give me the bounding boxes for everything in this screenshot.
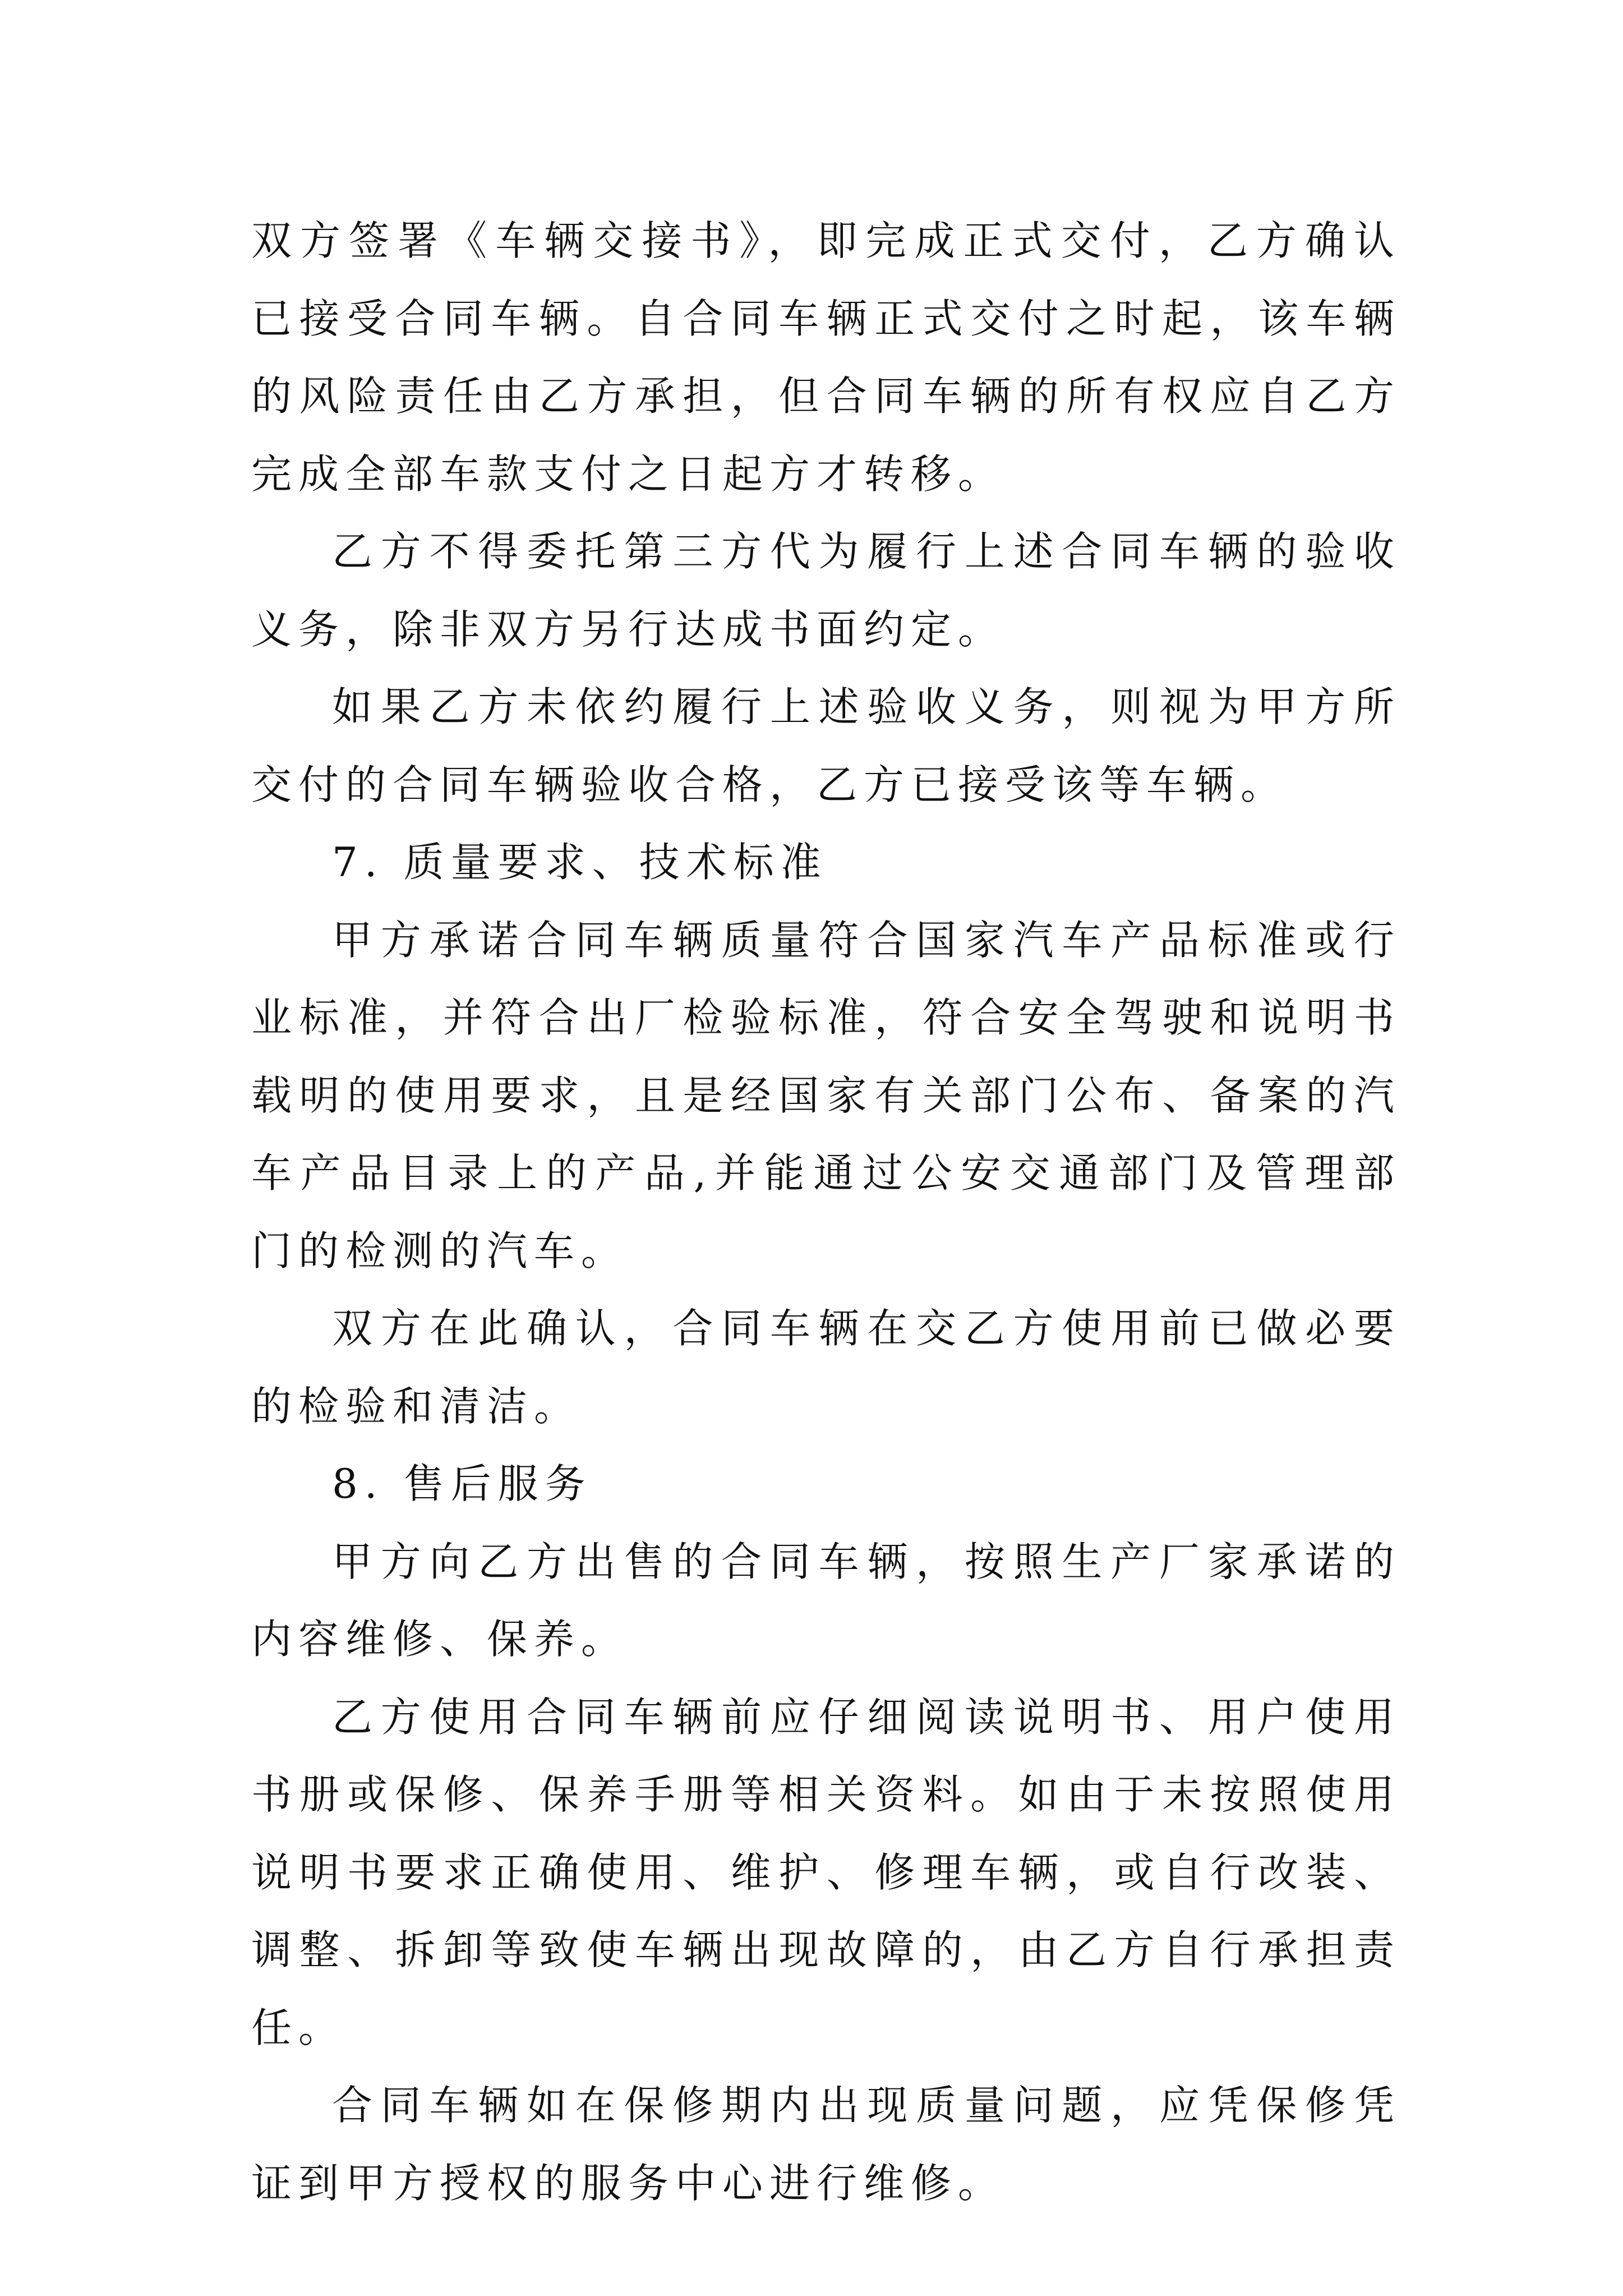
paragraph-maintenance: 甲方向乙方出售的合同车辆，按照生产厂家承诺的内容维修、保养。 [251,1538,1401,1663]
paragraph-inspection-confirmation: 双方在此确认，合同车辆在交乙方使用前已做必要的检验和清洁。 [251,1305,1401,1430]
section-heading-quality: 7. 质量要求、技术标准 [332,839,828,886]
paragraph-quality-commitment: 甲方承诺合同车辆质量符合国家汽车产品标准或行业标准，并符合出厂检验标准，符合安全驾驶和说明书载明的使用要求，且是经国家有关部门公布、备案的汽车产品目录上的产品,并能通过公安交通部门及管理部门的检测的汽车。 [251,916,1401,1274]
paragraph-vehicle-handover: 双方签署《车辆交接书》，即完成正式交付，乙方确认已接受合同车辆。自合同车辆正式交付之时起，该车辆的风险责任由乙方承担，但合同车辆的所有权应自乙方完成全部车款支付之日起方才转移。 [251,217,1401,498]
paragraph-deemed-acceptance: 如果乙方未依约履行上述验收义务，则视为甲方所交付的合同车辆验收合格，乙方已接受该等车辆。 [251,683,1401,808]
paragraph-warranty-service: 合同车辆如在保修期内出现质量问题，应凭保修凭证到甲方授权的服务中心进行维修。 [251,2082,1401,2207]
section-heading-after-sales: 8. 售后服务 [332,1460,592,1507]
document-body [251,202,1401,2222]
paragraph-user-responsibility: 乙方使用合同车辆前应仔细阅读说明书、用户使用书册或保修、保养手册等相关资料。如由于未按照使用说明书要求正确使用、维护、修理车辆，或自行改装、调整、拆卸等致使车辆出现故障的，由乙方自行承担责任。 [251,1693,1401,2051]
paragraph-no-third-party-acceptance: 乙方不得委托第三方代为履行上述合同车辆的验收义务，除非双方另行达成书面约定。 [251,528,1401,653]
